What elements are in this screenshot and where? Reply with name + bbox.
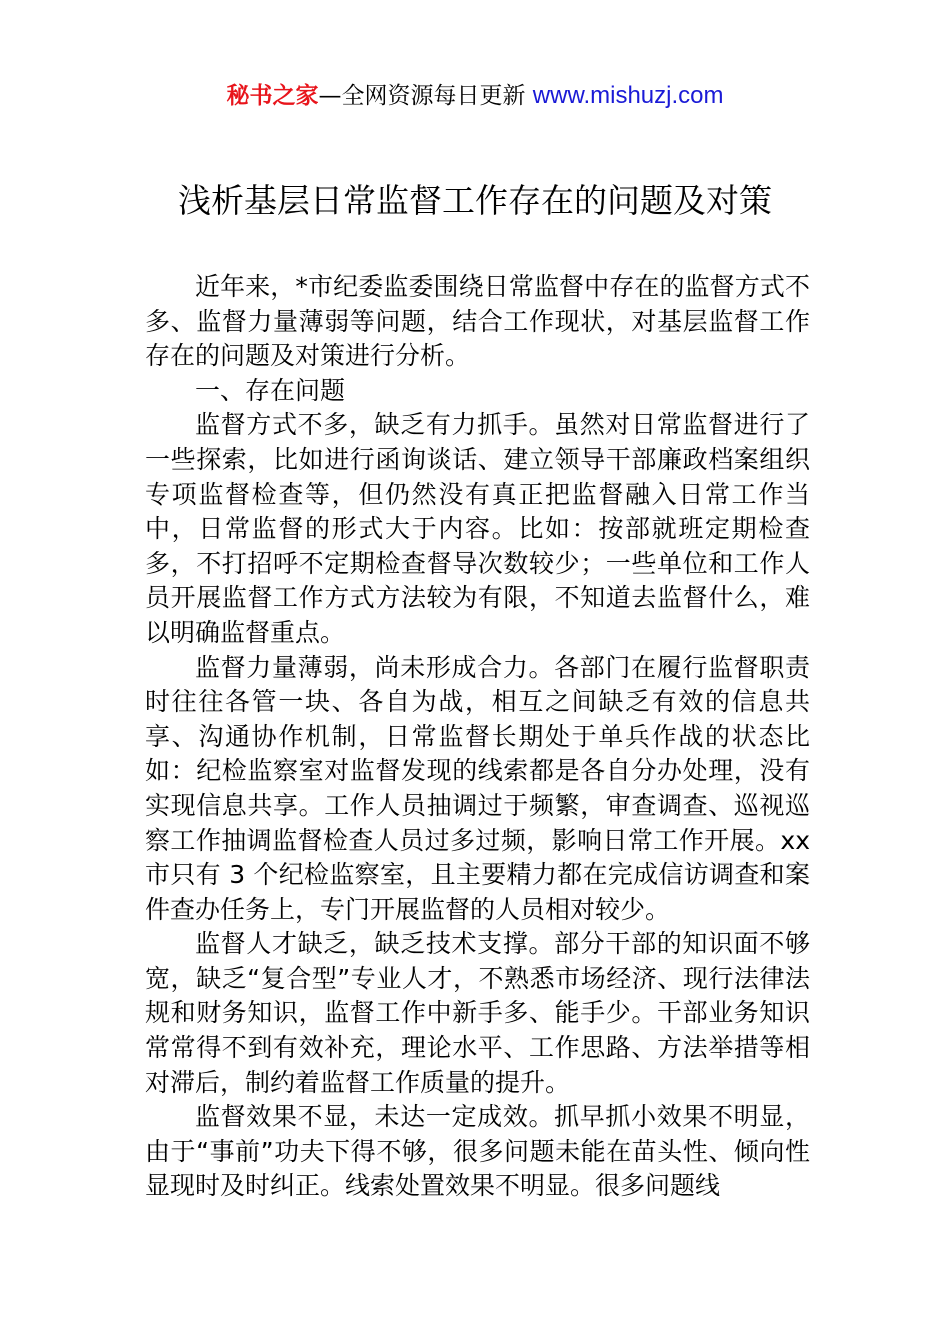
paragraph-supervision-effect: 监督效果不显，未达一定成效。抓早抓小效果不明显，由于“事前”功夫下得不够，很多问题未能在苗头性、倾向性显现时及时纠正。线索处置效果不明显。很多问题线 <box>145 1102 810 1201</box>
document-title: 浅析基层日常监督工作存在的问题及对策 <box>178 181 772 220</box>
paragraph-intro: 近年来，*市纪委监委围绕日常监督中存在的监督方式不多、监督力量薄弱等问题，结合工作现状，对基层监督工作存在的问题及对策进行分析。 <box>145 272 810 371</box>
site-url-link[interactable]: www.mishuzj.com <box>532 82 724 109</box>
paragraph-supervision-talent: 监督人才缺乏，缺乏技术支撑。部分干部的知识面不够宽，缺乏“复合型”专业人才，不熟悉市场经济、现行法律法规和财务知识，监督工作中新手多、能手少。干部业务知识常常得不到有效补充，理论水平、工作思路、方法举措等相对滞后，制约着监督工作质量的提升。 <box>145 929 810 1097</box>
site-header <box>0 80 950 112</box>
paragraph-supervision-strength: 监督力量薄弱，尚未形成合力。各部门在履行监督职责时往往各管一块、各自为战，相互之间缺乏有效的信息共享、沟通协作机制，日常监督长期处于单兵作战的状态比如：纪检监察室对监督发现的线索都是各自分办处理，没有实现信息共享。工作人员抽调过于频繁，审查调查、巡视巡察工作抽调监督检查人员过多过频，影响日常工作开展。xx 市只有 3 个纪检监察室，且主要精力都在完成信访调查和案件查办任务上，专门开展监督的人员相对较少。 <box>145 652 810 924</box>
header-tagline: —全网资源每日更新 <box>318 83 533 109</box>
document-body <box>145 270 810 1204</box>
paragraph-supervision-methods: 监督方式不多，缺乏有力抓手。虽然对日常监督进行了一些探索，比如进行函询谈话、建立领导干部廉政档案组织专项监督检查等，但仍然没有真正把监督融入日常工作当中，日常监督的形式大于内容。比如：按部就班定期检查多，不打招呼不定期检查督导次数较少；一些单位和工作人员开展监督工作方式方法较为有限，不知道去监督什么，难以明确监督重点。 <box>145 410 810 647</box>
section-heading: 一、存在问题 <box>195 375 346 405</box>
brand-name: 秘书之家 <box>226 83 319 109</box>
